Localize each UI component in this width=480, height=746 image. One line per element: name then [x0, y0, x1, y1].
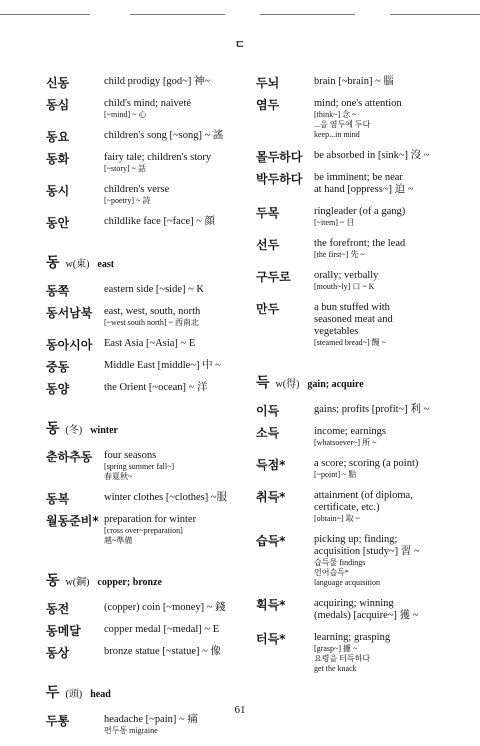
- definition-line: acquiring; winning: [314, 598, 394, 609]
- header-rule-right: [390, 14, 480, 15]
- entry-definition: [104, 130, 256, 152]
- definition-subline: [obtain~] 取 ~: [314, 514, 360, 523]
- entry-headword: 선두: [256, 238, 280, 252]
- dictionary-entry: [256, 632, 456, 684]
- heading-korean: 득: [256, 375, 270, 391]
- definition-subline: [~point] ~ 點: [314, 470, 357, 479]
- dictionary-entry: [46, 492, 256, 514]
- entry-definition: [104, 382, 256, 404]
- dictionary-entry: [46, 382, 256, 404]
- heading-meaning: copper; bronze: [97, 577, 162, 588]
- definition-subline: 습득물 findings: [314, 558, 366, 567]
- section-heading: [46, 418, 256, 438]
- entry-definition: [104, 306, 256, 338]
- dictionary-entry: [256, 76, 456, 98]
- definition-subline: get the knack: [314, 664, 357, 673]
- definition-subline: [spring summer fall~]: [104, 462, 175, 471]
- dictionary-entry: [46, 152, 256, 184]
- entry-headword: 득점*: [256, 458, 286, 472]
- entry-definition: [104, 450, 256, 492]
- dictionary-entry: [256, 534, 456, 598]
- entry-definition: [104, 360, 256, 382]
- heading-korean: 두: [46, 685, 60, 701]
- definition-subline: ...을 염두에 두다: [314, 120, 371, 129]
- entry-headword: 몰두하다: [256, 150, 303, 164]
- dictionary-entry: [46, 184, 256, 216]
- entry-headword: 박두하다: [256, 172, 303, 186]
- heading-hanja: (冬): [65, 425, 83, 436]
- definition-line: attainment (of diploma,: [314, 490, 413, 501]
- definition-line: East Asia [~Asia] ~ E: [104, 338, 196, 349]
- header-rule-center-right: [260, 14, 355, 15]
- definition-line: income; earnings: [314, 426, 387, 437]
- entry-definition: [314, 598, 456, 632]
- section-heading: [46, 682, 256, 702]
- dictionary-entry: [46, 76, 256, 98]
- definition-subline: at hand [oppress~] 迫 ~: [314, 184, 414, 195]
- dictionary-entry: [46, 714, 256, 746]
- definition-subline: [whatsoever~] 所 ~: [314, 438, 377, 447]
- heading-meaning: winter: [90, 425, 118, 436]
- definition-line: child's mind; naiveté: [104, 98, 192, 109]
- dictionary-entry: [256, 458, 456, 490]
- dictionary-entry: [46, 284, 256, 306]
- dictionary-entry: [46, 514, 256, 556]
- definition-line: winter clothes [~clothes] ~服: [104, 492, 228, 503]
- entry-headword: 동요: [46, 130, 70, 144]
- page-number: 61: [234, 704, 246, 716]
- entry-definition: [104, 602, 256, 624]
- heading-meaning: east: [97, 259, 115, 270]
- definition-line: copper medal [~medal] ~ E: [104, 624, 220, 635]
- entry-headword: 획득*: [256, 598, 286, 612]
- definition-subline: [grasp~] 攄 ~: [314, 644, 358, 653]
- entry-definition: [104, 646, 256, 668]
- entry-definition: [104, 216, 256, 238]
- definition-subline: 언어습득*: [314, 568, 349, 577]
- entry-definition: [314, 270, 456, 302]
- definition-line: learning; grasping: [314, 632, 391, 643]
- entry-headword: 이득: [256, 404, 280, 418]
- entry-headword: 염두: [256, 98, 280, 112]
- definition-line: children's verse: [104, 184, 170, 195]
- definition-line: a score; scoring (a point): [314, 458, 419, 469]
- entry-definition: [104, 714, 256, 746]
- entry-headword: 동심: [46, 98, 70, 112]
- definition-subline: (medals) [acquire~] 獲 ~: [314, 610, 419, 621]
- dictionary-entry: [256, 490, 456, 534]
- entry-headword: 두뇌: [256, 76, 280, 90]
- definition-line: children's song [~song] ~ 謠: [104, 130, 224, 141]
- entry-headword: 동시: [46, 184, 70, 198]
- heading-korean: 동: [46, 255, 60, 271]
- definition-line: mind; one's attention: [314, 98, 402, 109]
- entry-headword: 취득*: [256, 490, 286, 504]
- dictionary-entry: [256, 206, 456, 238]
- definition-subline: [cross over~preparation]: [104, 526, 183, 535]
- entry-headword: 월동준비*: [46, 514, 99, 528]
- definition-subline: 春夏秋~: [104, 472, 133, 481]
- definition-subline: [~mind] ~ 心: [104, 110, 147, 119]
- heading-korean: 동: [46, 573, 60, 589]
- definition-line: four seasons: [104, 450, 157, 461]
- dictionary-entry: [256, 172, 456, 206]
- definition-subline: 요령을 터득하다: [314, 654, 371, 663]
- heading-hanja: w(東): [65, 259, 90, 270]
- entry-definition: [314, 458, 456, 490]
- entry-definition: [104, 492, 256, 514]
- definition-line: eastern side [~side] ~ K: [104, 284, 204, 295]
- entry-headword: 두목: [256, 206, 280, 220]
- dictionary-entry: [256, 150, 456, 172]
- header-rule-left: [0, 14, 90, 15]
- definition-line: Middle East [middle~] 中 ~: [104, 360, 221, 371]
- entry-headword: 동화: [46, 152, 70, 166]
- right-column: [256, 76, 456, 684]
- entry-headword: 동서남북: [46, 306, 93, 320]
- dictionary-entry: [256, 98, 456, 150]
- entry-headword: 동복: [46, 492, 70, 506]
- entry-definition: [104, 514, 256, 556]
- section-heading: [46, 570, 256, 590]
- definition-line: child prodigy [god~] 神~: [104, 76, 211, 87]
- dictionary-entry: [256, 270, 456, 302]
- entry-definition: [104, 184, 256, 216]
- definition-line: headache [~pain] ~ 痛: [104, 714, 198, 725]
- dictionary-entry: [46, 98, 256, 130]
- entry-definition: [104, 338, 256, 360]
- entry-headword: 신동: [46, 76, 70, 90]
- entry-definition: [314, 206, 456, 238]
- entry-headword: 동상: [46, 646, 70, 660]
- entry-headword: 만두: [256, 302, 280, 316]
- entry-definition: [314, 76, 456, 98]
- entry-definition: [314, 490, 456, 534]
- heading-hanja: w(得): [275, 379, 300, 390]
- header-rule-center-left: [130, 14, 225, 15]
- entry-headword: 동아시아: [46, 338, 93, 352]
- definition-line: orally; verbally: [314, 270, 379, 281]
- heading-meaning: gain; acquire: [307, 379, 364, 390]
- definition-line: a bun stuffed with: [314, 302, 390, 313]
- definition-subline: language acquisition: [314, 578, 380, 587]
- definition-line: be imminent; be near: [314, 172, 403, 183]
- dictionary-entry: [256, 238, 456, 270]
- definition-line: childlike face [~face] ~ 顔: [104, 216, 216, 227]
- entry-definition: [314, 302, 456, 358]
- entry-headword: 중동: [46, 360, 70, 374]
- entry-headword: 습득*: [256, 534, 286, 548]
- definition-subline: keep...in mind: [314, 130, 360, 139]
- dictionary-entry: [46, 306, 256, 338]
- definition-subline: [~west south north] ~ 西南北: [104, 318, 199, 327]
- definition-line: east, west, south, north: [104, 306, 201, 317]
- heading-korean: 동: [46, 421, 60, 437]
- entry-definition: [314, 172, 456, 206]
- definition-line: preparation for winter: [104, 514, 197, 525]
- entry-definition: [314, 534, 456, 598]
- entry-definition: [314, 98, 456, 150]
- heading-hanja: (頭): [65, 689, 83, 700]
- entry-headword: 동안: [46, 216, 70, 230]
- entry-definition: [104, 284, 256, 306]
- entry-definition: [104, 76, 256, 98]
- definition-subline: seasoned meat and: [314, 314, 393, 325]
- heading-meaning: head: [90, 689, 111, 700]
- entry-headword: 소득: [256, 426, 280, 440]
- definition-subline: [mouth~ly] 口 ~ K: [314, 282, 375, 291]
- definition-line: (copper) coin [~money] ~ 錢: [104, 602, 226, 613]
- definition-line: the forefront; the lead: [314, 238, 406, 249]
- entry-definition: [314, 404, 456, 426]
- dictionary-entry: [256, 426, 456, 458]
- entry-headword: 터득*: [256, 632, 286, 646]
- definition-subline: [~story] ~ 話: [104, 164, 146, 173]
- dictionary-entry: [46, 602, 256, 624]
- entry-headword: 두통: [46, 714, 70, 728]
- definition-line: picking up; finding;: [314, 534, 398, 545]
- dictionary-entry: [46, 646, 256, 668]
- entry-definition: [104, 152, 256, 184]
- definition-line: gains; profits [profit~] 利 ~: [314, 404, 430, 415]
- left-column: [46, 76, 256, 746]
- dictionary-entry: [46, 450, 256, 492]
- dictionary-entry: [256, 598, 456, 632]
- definition-subline: [~poetry] ~ 詩: [104, 196, 151, 205]
- dictionary-entry: [256, 404, 456, 426]
- entry-headword: 동양: [46, 382, 70, 396]
- entry-definition: [104, 98, 256, 130]
- definition-subline: certificate, etc.): [314, 502, 380, 513]
- definition-line: the Orient [~ocean] ~ 洋: [104, 382, 208, 393]
- dictionary-entry: [46, 624, 256, 646]
- entry-definition: [314, 632, 456, 684]
- dictionary-entry: [46, 360, 256, 382]
- definition-subline: vegetables: [314, 326, 359, 337]
- heading-hanja: w(銅): [65, 577, 90, 588]
- definition-subline: [the first~] 先 ~: [314, 250, 365, 259]
- definition-line: ringleader (of a gang): [314, 206, 406, 217]
- definition-subline: 편두통 migraine: [104, 726, 158, 735]
- entry-definition: [104, 624, 256, 646]
- entry-definition: [314, 150, 456, 172]
- entry-headword: 동메달: [46, 624, 81, 638]
- definition-subline: acquisition [study~] 習 ~: [314, 546, 420, 557]
- definition-subline: [think~] 念 ~: [314, 110, 357, 119]
- definition-line: fairy tale; children's story: [104, 152, 212, 163]
- entry-headword: 구두로: [256, 270, 291, 284]
- definition-line: bronze statue [~statue] ~ 像: [104, 646, 221, 657]
- section-letter: ㄷ: [234, 39, 246, 51]
- entry-headword: 동전: [46, 602, 70, 616]
- dictionary-entry: [46, 130, 256, 152]
- definition-line: brain [~brain] ~ 腦: [314, 76, 394, 87]
- section-heading: [256, 372, 456, 392]
- entry-headword: 동쪽: [46, 284, 70, 298]
- definition-subline: 越~準備: [104, 536, 133, 545]
- dictionary-entry: [46, 216, 256, 238]
- definition-subline: [steamed bread~] 饅 ~: [314, 338, 386, 347]
- section-heading: [46, 252, 256, 272]
- entry-definition: [314, 426, 456, 458]
- entry-headword: 춘하추동: [46, 450, 93, 464]
- entry-definition: [314, 238, 456, 270]
- dictionary-entry: [46, 338, 256, 360]
- dictionary-entry: [256, 302, 456, 358]
- definition-subline: [~item] ~ 目: [314, 218, 355, 227]
- definition-line: be absorbed in [sink~] 沒 ~: [314, 150, 430, 161]
